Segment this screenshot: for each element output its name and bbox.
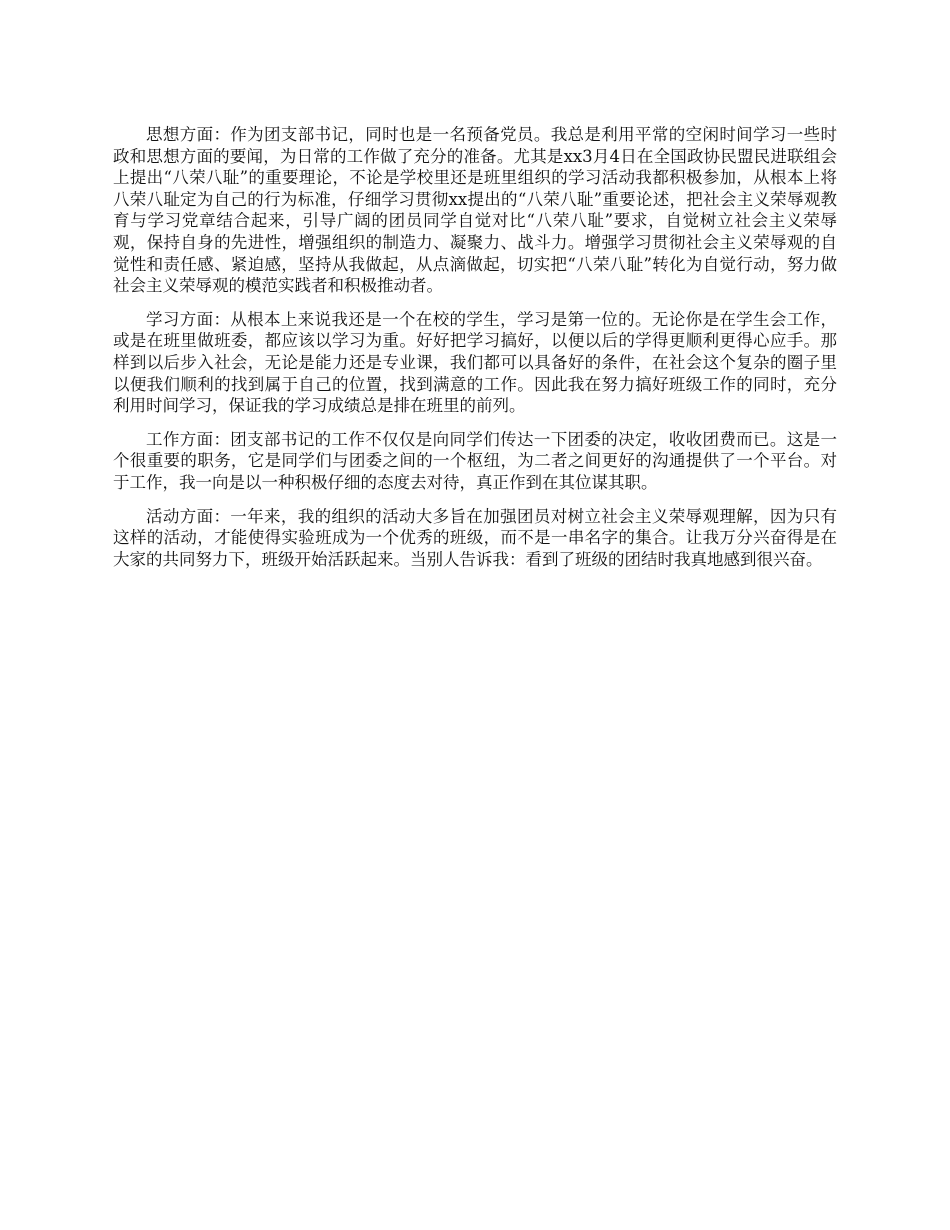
paragraph-thought: 思想方面：作为团支部书记，同时也是一名预备党员。我总是利用平常的空闲时间学习一些时政和思想方面的要闻，为日常的工作做了充分的准备。尤其是xx3月4日在全国政协民盟民进联组会上提出“八荣八耻”的重要理论，不论是学校里还是班里组织的学习活动我都积极参加，从根本上将八荣八耻定为自己的行为标准，仔细学习贯彻xx提出的“八荣八耻”重要论述，把社会主义荣辱观教育与学习党章结合起来，引导广阔的团员同学自觉对比“八荣八耻”要求，自觉树立社会主义荣辱观，保持自身的先进性，增强组织的制造力、凝聚力、战斗力。增强学习贯彻社会主义荣辱观的自觉性和责任感、紧迫感，坚持从我做起，从点滴做起，切实把“八荣八耻”转化为自觉行动，努力做社会主义荣辱观的模范实践者和积极推动者。 bbox=[113, 125, 837, 296]
paragraph-activity: 活动方面：一年来，我的组织的活动大多旨在加强团员对树立社会主义荣辱观理解，因为只有这样的活动，才能使得实验班成为一个优秀的班级，而不是一串名字的集合。让我万分兴奋得是在大家的共同努力下，班级开始活跃起来。当别人告诉我：看到了班级的团结时我真地感到很兴奋。 bbox=[113, 506, 837, 569]
document-body bbox=[113, 124, 837, 582]
paragraph-work: 工作方面：团支部书记的工作不仅仅是向同学们传达一下团委的决定，收收团费而已。这是一个很重要的职务，它是同学们与团委之间的一个枢纽，为二者之间更好的沟通提供了一个平台。对于工作，我一向是以一种积极仔细的态度去对待，真正作到在其位谋其职。 bbox=[113, 429, 837, 492]
paragraph-study: 学习方面：从根本上来说我还是一个在校的学生，学习是第一位的。无论你是在学生会工作，或是在班里做班委，都应该以学习为重。好好把学习搞好，以便以后的学得更顺利更得心应手。那样到以后步入社会，无论是能力还是专业课，我们都可以具备好的条件，在社会这个复杂的圈子里以便我们顺利的找到属于自己的位置，找到满意的工作。因此我在努力搞好班级工作的同时，充分利用时间学习，保证我的学习成绩总是排在班里的前列。 bbox=[113, 309, 837, 416]
